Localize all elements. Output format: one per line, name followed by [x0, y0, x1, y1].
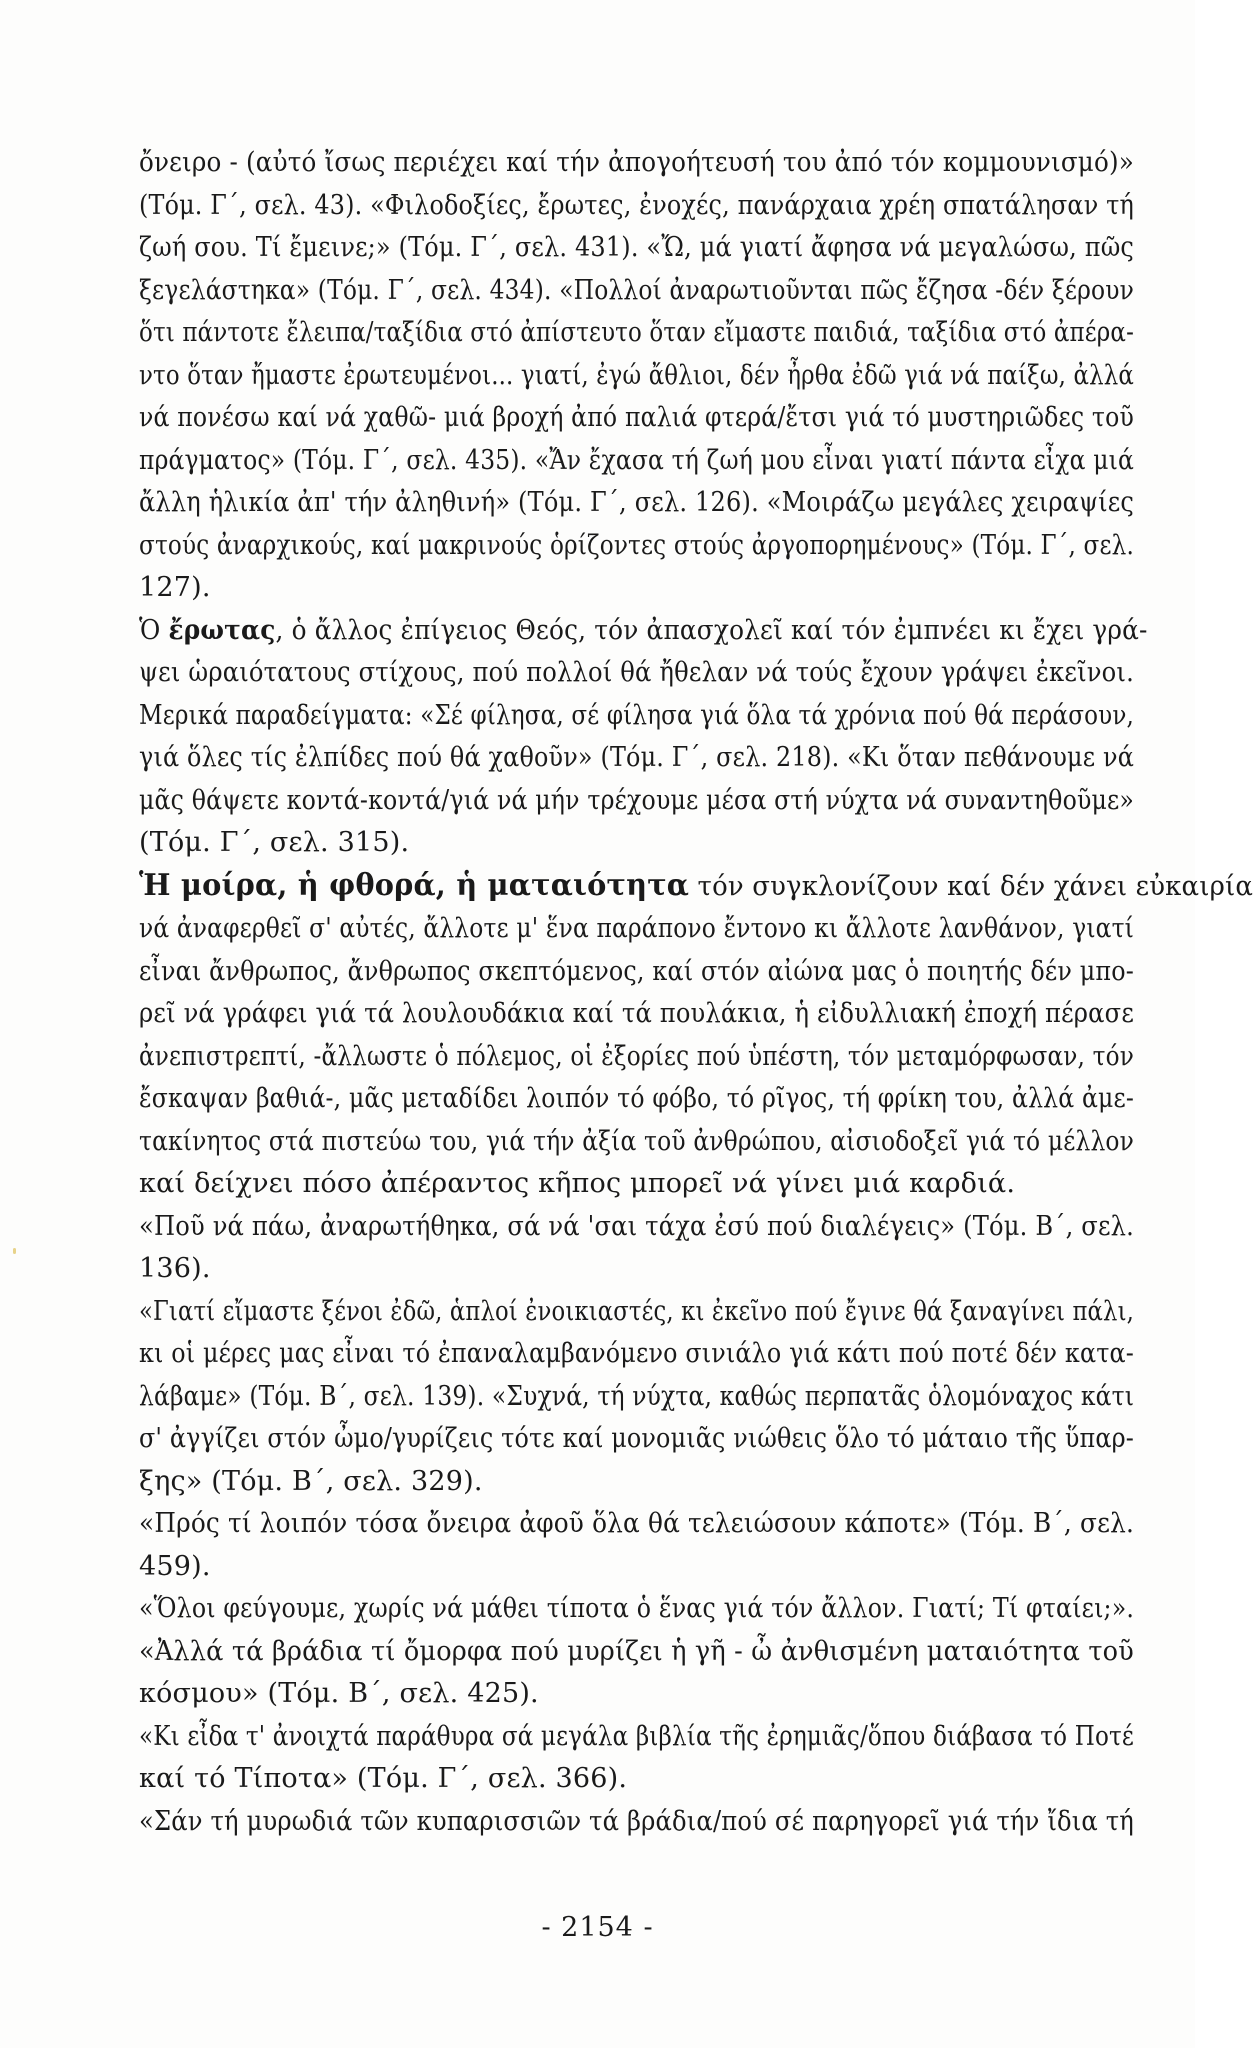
text-line: μᾶς θάψετε κοντά-κοντά/γιά νά μήν τρέχουμε μέσα στή νύχτα νά συναντηθοῦμε» [139, 784, 1135, 816]
paragraph-quote-leaving [139, 1588, 1134, 1631]
text-line: ἄλλη ἡλικία ἀπ' τήν ἀληθινή» (Τόμ. Γ΄, σελ. 126). «Μοιράζω μεγάλες χειραψίες [139, 487, 1135, 518]
paragraph-quote-136 [139, 1206, 1134, 1291]
text-line: 136). [139, 1253, 211, 1284]
text-line: ἔσκαψαν βαθιά-, μᾶς μεταδίδει λοιπόν τό φόβο, τό ρῖγος, τή φρίκη του, ἀλλά ἀμε- [139, 1083, 1135, 1114]
text-line: κι οἱ μέρες μας εἶναι τό ἐπαναλαμβανόμενο σινιάλο γιά κάτι πού ποτέ δέν κατα- [139, 1338, 1135, 1369]
text-line: «Ἀλλά τά βράδια τί ὄμορφα πού μυρίζει ἡ γῆ - ὦ ἀνθισμένη ματαιότητα τοῦ [139, 1635, 1134, 1667]
paragraph-eros [139, 610, 1148, 865]
text-line: «Κι εἶδα τ' ἀνοιχτά παράθυρα σά μεγάλα βιβλία τῆς ἐρημιᾶς/ὅπου διάβασα τό Ποτέ [139, 1720, 1135, 1752]
text-line: ἀνεπιστρεπτί, -ἄλλωστε ὁ πόλεμος, οἱ ἐξορίες πού ὑπέστη, τόν μεταμόρφωσαν, τόν [139, 1040, 1134, 1072]
bold-moira-phrase: Ἡ μοίρα, ἡ φθορά, ἡ ματαιότητα [139, 867, 690, 903]
page-number: - 2154 - [541, 1912, 654, 1943]
text-line: νά ἀναφερθεῖ σ' αὐτές, ἄλλοτε μ' ἕνα παράπονο ἔντονο κι ἄλλοτε λανθάνον, γιατί [139, 913, 1134, 944]
text-line: τακίνητος στά πιστεύω του, γιά τήν ἀξία τοῦ ἀνθρώπου, αἰσιοδοξεῖ γιά τό μέλλον [139, 1125, 1135, 1157]
text-line: γιά ὅλες τίς ἐλπίδες πού θά χαθοῦν» (Τόμ. Γ΄, σελ. 218). «Κι ὅταν πεθάνουμε νά [139, 742, 1135, 773]
text-line: (Τόμ. Γ΄, σελ. 43). «Φιλοδοξίες, ἔρωτες, ἐνοχές, πανάρχαια χρέη σπατάλησαν τή [139, 189, 1134, 221]
text-line: ξης» (Τόμ. Β΄, σελ. 329). [139, 1465, 483, 1497]
text-line: «Σάν τή μυρωδιά τῶν κυπαρισσιῶν τά βράδια/πού σέ παρηγορεῖ γιά τήν ἴδια τή [139, 1805, 1134, 1837]
paragraph-quote-139 [139, 1291, 1134, 1504]
text-line: ντο ὅταν ἤμαστε ἐρωτευμένοι... γιατί, ἐγώ ἄθλιοι, δέν ἦρθα ἐδῶ γιά νά παίξω, ἀλλά [139, 359, 1134, 391]
text-line: ξεγελάστηκα» (Τόμ. Γ΄, σελ. 434). «Πολλοί ἀναρωτιοῦνται πῶς ἔζησα -δέν ξέρουν [139, 274, 1135, 306]
text-line: εἶναι ἄνθρωπος, ἄνθρωπος σκεπτόμενος, καί στόν αἰώνα μας ὁ ποιητής δέν μπο- [139, 955, 1134, 987]
text-line: στούς ἀναρχικούς, καί μακρινούς ὁρίζοντες στούς ἀργοπορημένους» (Τόμ. Γ΄, σελ. [139, 529, 1135, 561]
text-line: Ἡ μοίρα, ἡ φθορά, ἡ ματαιότητα τόν συγκλονίζουν καί δέν χάνει εὐκαιρία [139, 867, 1253, 903]
text-line: «Πρός τί λοιπόν τόσα ὄνειρα ἀφοῦ ὅλα θά τελειώσουν κάποτε» (Τόμ. Β΄, σελ. [139, 1508, 1135, 1539]
text-line: πράγματος» (Τόμ. Γ΄, σελ. 435). «Ἄν ἔχασα τή ζωή μου εἶναι γιατί πάντα εἶχα μιά [139, 444, 1135, 476]
text-line: Ὁ ἔρωτας, ὁ ἄλλος ἐπίγειος Θεός, τόν ἀπασχολεῖ καί τόν ἐμπνέει κι ἔχει γρά- [139, 614, 1148, 646]
text-line: ψει ὡραιότατους στίχους, πού πολλοί θά ἤθελαν νά τούς ἔχουν γράψει ἐκεῖνοι. [139, 657, 1134, 688]
paragraph-quote-425 [139, 1631, 1134, 1716]
paragraph-moira [139, 865, 1253, 1206]
text-line: καί δείχνει πόσο ἀπέραντος κῆπος μπορεῖ νά γίνει μιά καρδιά. [139, 1168, 1016, 1199]
text-line: «Ὅλοι φεύγουμε, χωρίς νά μάθει τίποτα ὁ ἕνας γιά τόν ἄλλον. Γιατί; Τί φταίει;». [139, 1593, 1135, 1624]
text-line: ρεῖ νά γράφει γιά τά λουλουδάκια καί τά πουλάκια, ἡ εἰδυλλιακή ἐποχή πέρασε [139, 998, 1135, 1029]
paper-speck [13, 1248, 16, 1254]
text-line: (Τόμ. Γ΄, σελ. 315). [139, 827, 410, 858]
text-line: ὅτι πάντοτε ἔλειπα/ταξίδια στό ἀπίστευτο ὅταν εἴμαστε παιδιά, ταξίδια στό ἀπέρα- [139, 317, 1134, 348]
paragraph-quotes-tome-c [139, 142, 1134, 610]
text-line: ὄνειρο - (αὐτό ἴσως περιέχει καί τήν ἀπογοήτευσή του ἀπό τόν κομμουνισμό)» [139, 147, 1134, 178]
text-line: 459). [139, 1550, 211, 1582]
text-line: κόσμου» (Τόμ. Β΄, σελ. 425). [139, 1678, 539, 1709]
paragraph-quote-366 [139, 1716, 1134, 1801]
text-line: νά πονέσω καί νά χαθῶ- μιά βροχή ἀπό παλιά φτερά/ἔτσι γιά τό μυστηριῶδες τοῦ [139, 402, 1134, 433]
text-line: λάβαμε» (Τόμ. Β΄, σελ. 139). «Συχνά, τή νύχτα, καθώς περπατᾶς ὁλομόναχος κάτι [139, 1380, 1135, 1412]
text-line: «Γιατί εἴμαστε ξένοι ἐδῶ, ἁπλοί ἐνοικιαστές, κι ἐκεῖνο πού ἔγινε θά ξαναγίνει πάλι, [139, 1295, 1135, 1327]
text-line: Μερικά παραδείγματα: «Σέ φίλησα, σέ φίλησα γιά ὅλα τά χρόνια πού θά περάσουν, [139, 699, 1134, 731]
body-text [139, 142, 1253, 1843]
paragraph-quote-cypress [139, 1801, 1134, 1844]
text-line: «Ποῦ νά πάω, ἀναρωτήθηκα, σά νά 'σαι τάχα ἐσύ πού διαλέγεις» (Τόμ. Β΄, σελ. [139, 1210, 1135, 1242]
text-line: καί τό Τίποτα» (Τόμ. Γ΄, σελ. 366). [139, 1763, 628, 1794]
paragraph-quote-459 [139, 1503, 1134, 1588]
text-line: 127). [139, 572, 211, 603]
text-line: σ' ἀγγίζει στόν ὦμο/γυρίζεις τότε καί μονομιᾶς νιώθεις ὅλο τό μάταιο τῆς ὕπαρ- [139, 1423, 1135, 1454]
text-line: ζωή σου. Τί ἔμεινε;» (Τόμ. Γ΄, σελ. 431). «Ὤ, μά γιατί ἄφησα νά μεγαλώσω, πῶς [139, 232, 1135, 263]
bold-eros-word: ἔρωτας [168, 614, 276, 646]
